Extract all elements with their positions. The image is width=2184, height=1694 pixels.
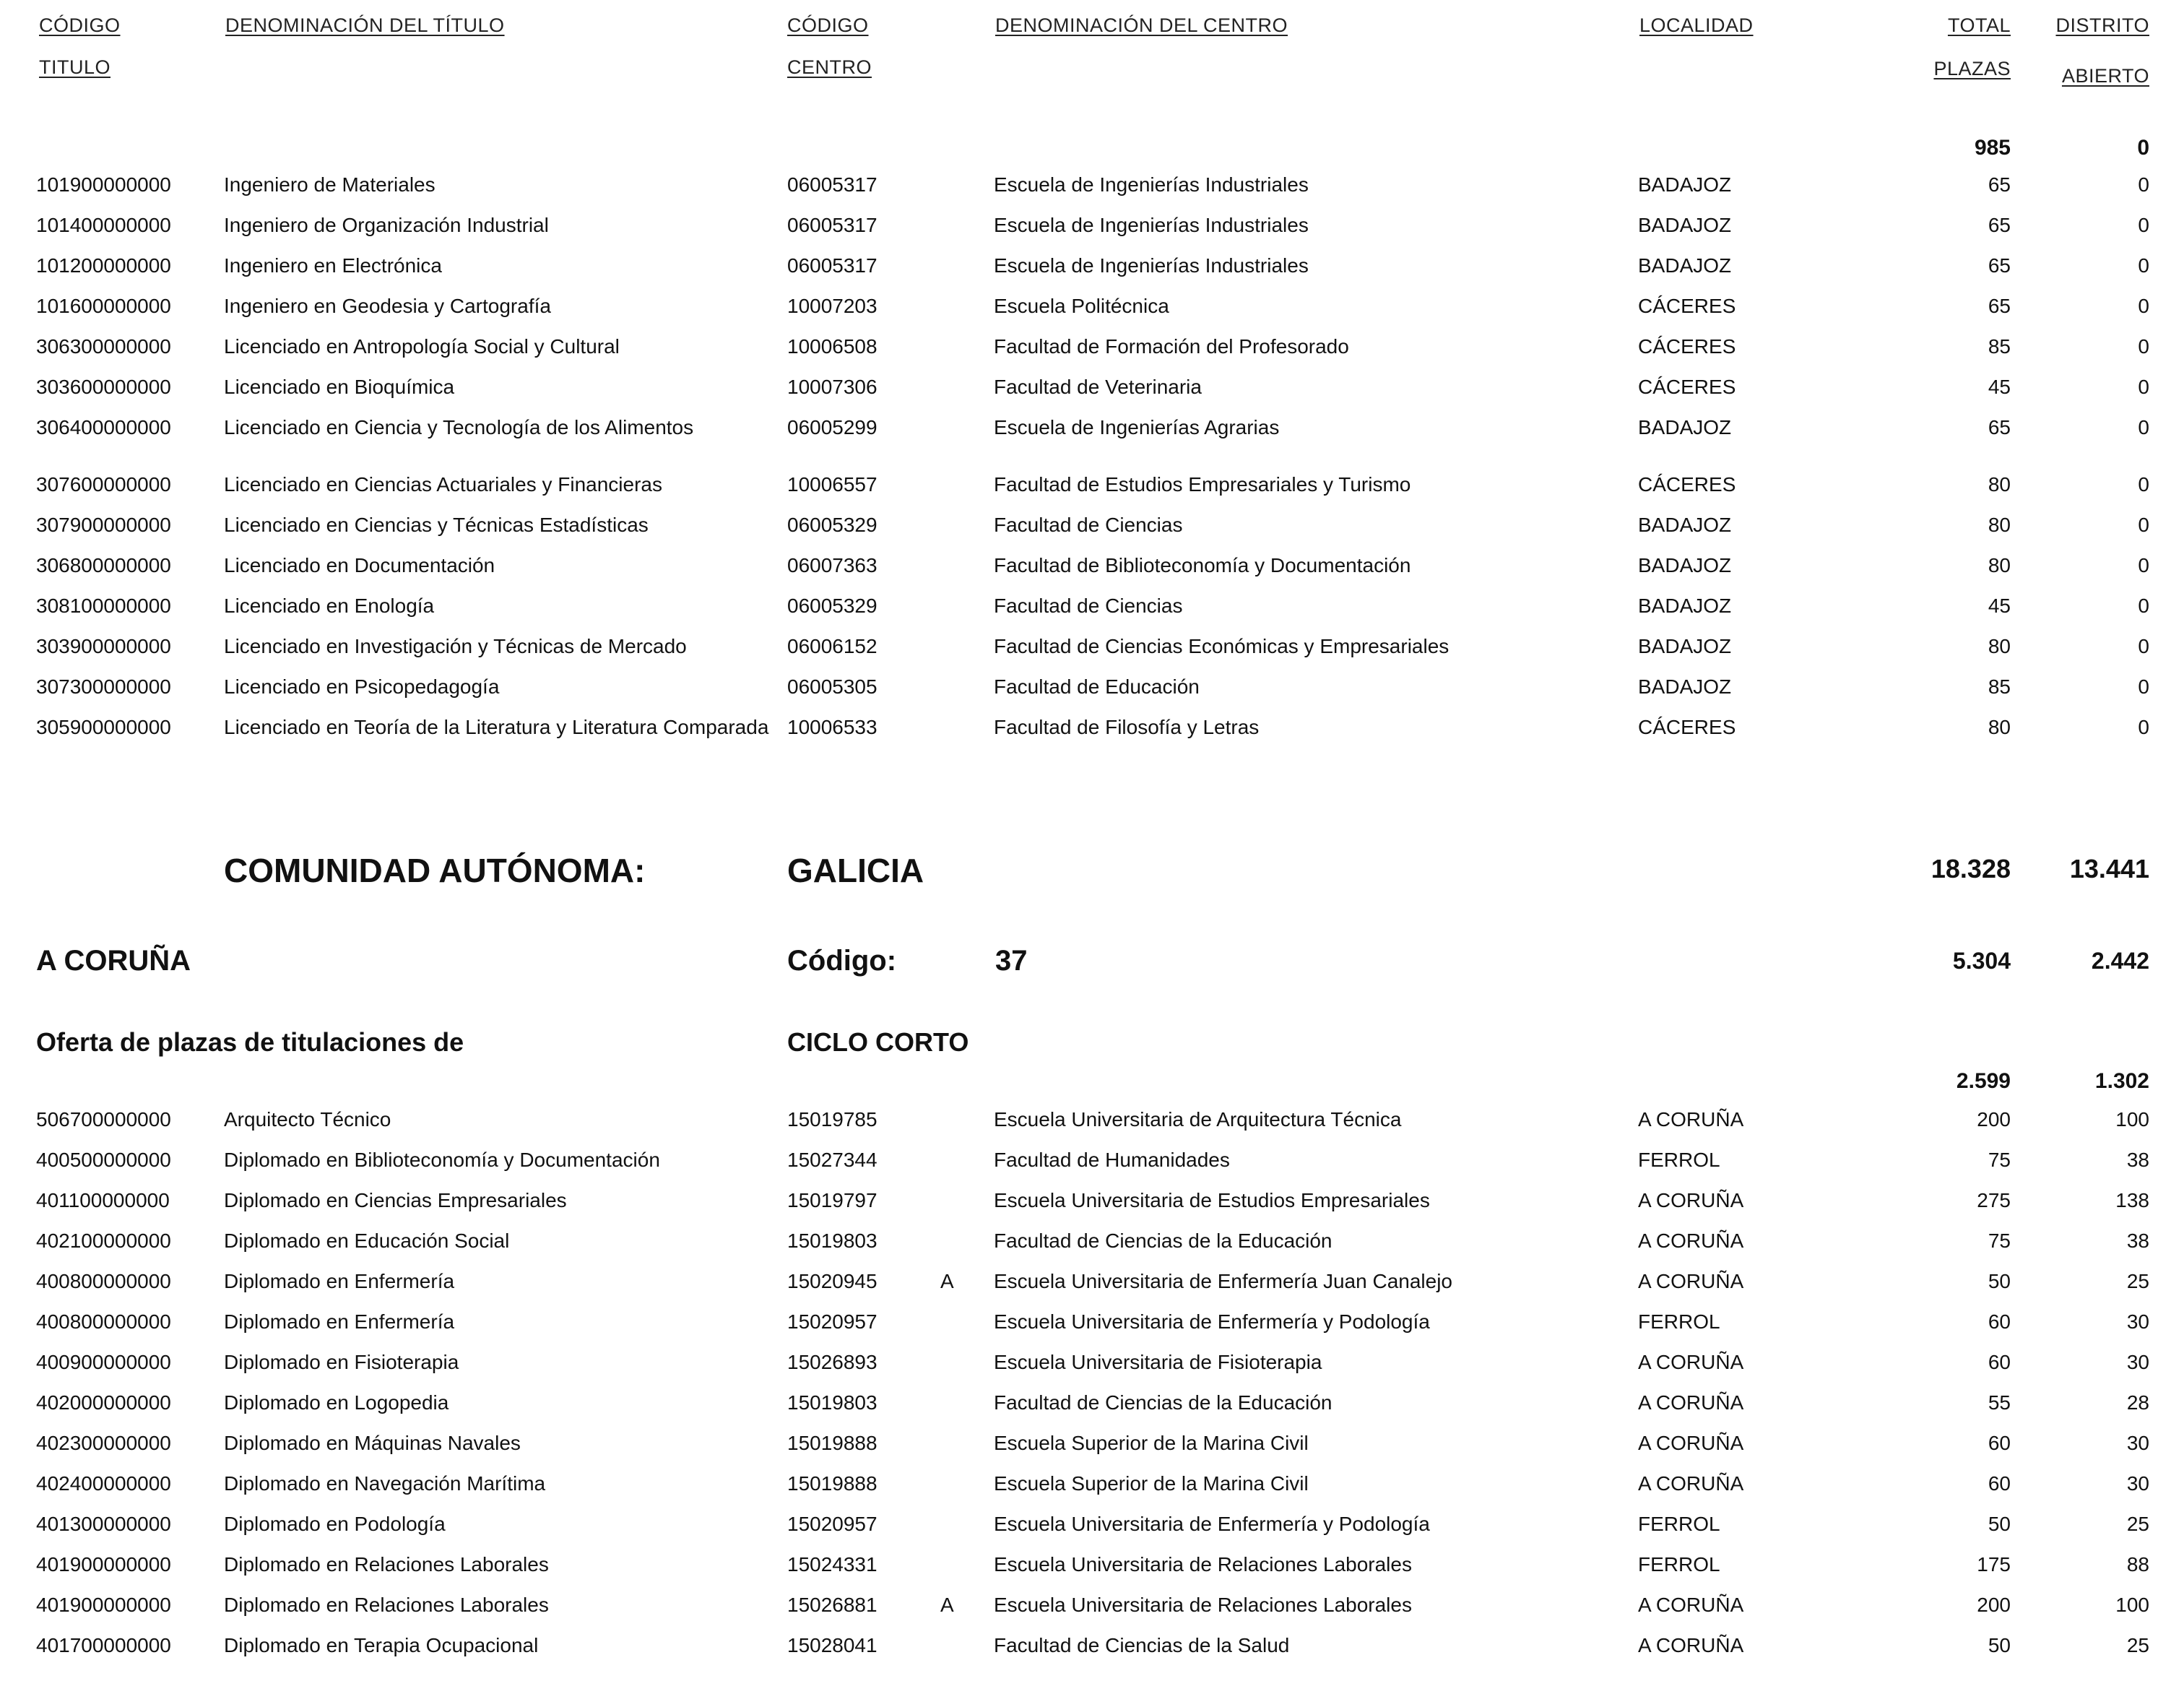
distrito-abierto: 100 (2115, 1108, 2149, 1131)
distrito-abierto: 88 (2126, 1553, 2149, 1576)
distrito-abierto: 0 (2138, 514, 2149, 536)
provincia-codigo-label: Código: (787, 945, 897, 977)
denominacion-centro: Facultad de Formación del Profesorado (994, 335, 1349, 358)
localidad: A CORUÑA (1638, 1270, 1744, 1292)
codigo-titulo: 303600000000 (36, 376, 171, 398)
oferta-ciclo: CICLO CORTO (787, 1027, 969, 1057)
codigo-titulo: 402100000000 (36, 1230, 171, 1252)
codigo-titulo: 401300000000 (36, 1513, 171, 1535)
denominacion-titulo: Licenciado en Psicopedagogía (224, 675, 500, 698)
distrito-abierto: 100 (2115, 1594, 2149, 1616)
codigo-centro: 10006533 (787, 716, 878, 738)
localidad: BADAJOZ (1638, 416, 1732, 438)
total-plazas: 85 (1988, 335, 2011, 358)
table-row (0, 254, 2184, 290)
denominacion-centro: Escuela Universitaria de Enfermería y Podología (994, 1310, 1430, 1333)
distrito-abierto: 0 (2138, 295, 2149, 317)
codigo-titulo: 401900000000 (36, 1594, 171, 1616)
total-plazas: 80 (1988, 635, 2011, 657)
total-plazas: 50 (1988, 1270, 2011, 1292)
localidad: CÁCERES (1638, 716, 1736, 738)
distrito-abierto: 30 (2126, 1310, 2149, 1333)
localidad: BADAJOZ (1638, 595, 1732, 617)
codigo-titulo: 307900000000 (36, 514, 171, 536)
localidad: BADAJOZ (1638, 173, 1732, 196)
table-row (0, 335, 2184, 371)
denominacion-centro: Escuela de Ingenierías Industriales (994, 214, 1309, 236)
denominacion-titulo: Arquitecto Técnico (224, 1108, 391, 1131)
total-plazas: 275 (1977, 1189, 2011, 1211)
distrito-abierto: 38 (2126, 1230, 2149, 1252)
denominacion-titulo: Diplomado en Fisioterapia (224, 1351, 459, 1373)
localidad: A CORUÑA (1638, 1189, 1744, 1211)
distrito-abierto: 0 (2138, 214, 2149, 236)
provincia-codigo-value: 37 (995, 945, 1028, 977)
table-row (0, 1391, 2184, 1427)
codigo-titulo: 303900000000 (36, 635, 171, 657)
localidad: BADAJOZ (1638, 635, 1732, 657)
denominacion-titulo: Diplomado en Relaciones Laborales (224, 1594, 549, 1616)
localidad: CÁCERES (1638, 376, 1736, 398)
denominacion-centro: Escuela Universitaria de Fisioterapia (994, 1351, 1322, 1373)
codigo-centro: 15027344 (787, 1149, 878, 1171)
denominacion-titulo: Licenciado en Ciencias y Técnicas Estadísticas (224, 514, 649, 536)
denominacion-centro: Escuela Universitaria de Enfermería Juan Canalejo (994, 1270, 1452, 1292)
distrito-abierto: 25 (2126, 1634, 2149, 1656)
denominacion-centro: Facultad de Ciencias de la Educación (994, 1391, 1332, 1414)
total-plazas: 80 (1988, 514, 2011, 536)
codigo-titulo: 400900000000 (36, 1351, 171, 1373)
comunidad-total-distrito: 13.441 (2069, 854, 2149, 883)
denominacion-titulo: Diplomado en Terapia Ocupacional (224, 1634, 539, 1656)
total-plazas: 60 (1988, 1472, 2011, 1495)
header-distrito-abierto: DISTRITO (2055, 14, 2149, 36)
provincia-name: A CORUÑA (36, 945, 191, 977)
codigo-centro: 15026881 (787, 1594, 878, 1616)
table-row (0, 1108, 2184, 1144)
table-row (0, 1553, 2184, 1589)
denominacion-titulo: Licenciado en Antropología Social y Cultural (224, 335, 620, 358)
codigo-centro: 15028041 (787, 1634, 878, 1656)
oferta-subtotal-plazas: 2.599 (1956, 1069, 2011, 1093)
distrito-abierto: 0 (2138, 675, 2149, 698)
codigo-titulo: 308100000000 (36, 595, 171, 617)
codigo-titulo: 101400000000 (36, 214, 171, 236)
denominacion-centro: Facultad de Veterinaria (994, 376, 1202, 398)
denominacion-centro: Facultad de Ciencias de la Educación (994, 1230, 1332, 1252)
total-plazas: 50 (1988, 1634, 2011, 1656)
header-codigo-centro-line2: CENTRO (787, 56, 872, 78)
total-plazas: 200 (1977, 1108, 2011, 1131)
table-row (0, 295, 2184, 331)
denominacion-titulo: Diplomado en Máquinas Navales (224, 1432, 521, 1454)
codigo-titulo: 402000000000 (36, 1391, 171, 1414)
codigo-titulo: 402300000000 (36, 1432, 171, 1454)
denominacion-centro: Escuela Politécnica (994, 295, 1169, 317)
total-plazas: 55 (1988, 1391, 2011, 1414)
table-row (0, 1270, 2184, 1306)
codigo-titulo: 400500000000 (36, 1149, 171, 1171)
table-row (0, 595, 2184, 631)
table-row (0, 214, 2184, 250)
oferta-subtotal-distrito: 1.302 (2094, 1069, 2149, 1093)
codigo-centro: 06005317 (787, 173, 878, 196)
oferta-label: Oferta de plazas de titulaciones de (36, 1027, 464, 1057)
denominacion-titulo: Diplomado en Podología (224, 1513, 446, 1535)
table-row (0, 1634, 2184, 1670)
localidad: FERROL (1638, 1553, 1720, 1576)
table-row (0, 1310, 2184, 1347)
provincia-total-distrito: 2.442 (2091, 948, 2149, 974)
codigo-titulo: 307300000000 (36, 675, 171, 698)
codigo-titulo: 306300000000 (36, 335, 171, 358)
denominacion-centro: Escuela Universitaria de Estudios Empresariales (994, 1189, 1430, 1211)
denominacion-centro: Facultad de Ciencias de la Salud (994, 1634, 1290, 1656)
denominacion-titulo: Diplomado en Logopedia (224, 1391, 449, 1414)
codigo-centro: 06005329 (787, 514, 878, 536)
flag-marker: A (940, 1270, 954, 1292)
codigo-centro: 15019797 (787, 1189, 878, 1211)
table-row (0, 1230, 2184, 1266)
distrito-abierto: 28 (2126, 1391, 2149, 1414)
codigo-centro: 15019785 (787, 1108, 878, 1131)
denominacion-centro: Escuela de Ingenierías Agrarias (994, 416, 1280, 438)
denominacion-titulo: Diplomado en Biblioteconomía y Documentación (224, 1149, 660, 1171)
codigo-titulo: 306800000000 (36, 554, 171, 576)
codigo-centro: 06005329 (787, 595, 878, 617)
codigo-titulo: 402400000000 (36, 1472, 171, 1495)
comunidad-total-plazas: 18.328 (1930, 854, 2011, 883)
denominacion-centro: Facultad de Biblioteconomía y Documentación (994, 554, 1411, 576)
total-plazas: 60 (1988, 1432, 2011, 1454)
distrito-abierto: 0 (2138, 173, 2149, 196)
localidad: BADAJOZ (1638, 214, 1732, 236)
codigo-centro: 15019888 (787, 1432, 878, 1454)
table-row (0, 514, 2184, 550)
localidad: FERROL (1638, 1513, 1720, 1535)
denominacion-titulo: Licenciado en Ciencia y Tecnología de los Alimentos (224, 416, 694, 438)
total-plazas: 50 (1988, 1513, 2011, 1535)
header-denominacion-centro: DENOMINACIÓN DEL CENTRO (995, 14, 1288, 36)
total-plazas: 65 (1988, 173, 2011, 196)
total-plazas: 75 (1988, 1230, 2011, 1252)
denominacion-titulo: Licenciado en Investigación y Técnicas de Mercado (224, 635, 687, 657)
localidad: FERROL (1638, 1310, 1720, 1333)
codigo-centro: 06007363 (787, 554, 878, 576)
table-row (0, 1594, 2184, 1630)
total-plazas: 45 (1988, 595, 2011, 617)
table-row (0, 554, 2184, 590)
denominacion-centro: Escuela de Ingenierías Industriales (994, 254, 1309, 277)
codigo-centro: 15020957 (787, 1310, 878, 1333)
codigo-centro: 15019803 (787, 1230, 878, 1252)
table-row (0, 376, 2184, 412)
codigo-centro: 06005317 (787, 214, 878, 236)
total-plazas: 60 (1988, 1310, 2011, 1333)
denominacion-titulo: Licenciado en Documentación (224, 554, 495, 576)
distrito-abierto: 0 (2138, 416, 2149, 438)
denominacion-titulo: Licenciado en Enología (224, 595, 435, 617)
localidad: FERROL (1638, 1149, 1720, 1171)
localidad: BADAJOZ (1638, 554, 1732, 576)
table-row (0, 635, 2184, 671)
codigo-centro: 15019803 (787, 1391, 878, 1414)
comunidad-name: GALICIA (787, 852, 924, 889)
total-plazas: 45 (1988, 376, 2011, 398)
codigo-centro: 15020957 (787, 1513, 878, 1535)
total-plazas: 200 (1977, 1594, 2011, 1616)
distrito-abierto: 0 (2138, 376, 2149, 398)
localidad: BADAJOZ (1638, 675, 1732, 698)
table-row (0, 1351, 2184, 1387)
header-codigo-titulo-line2: TITULO (39, 56, 111, 78)
denominacion-centro: Facultad de Estudios Empresariales y Turismo (994, 473, 1411, 496)
denominacion-centro: Escuela Superior de la Marina Civil (994, 1472, 1309, 1495)
header-codigo-titulo: CÓDIGO (39, 14, 121, 36)
total-plazas: 65 (1988, 254, 2011, 277)
total-plazas: 65 (1988, 416, 2011, 438)
denominacion-centro: Escuela Universitaria de Relaciones Laborales (994, 1594, 1412, 1616)
header-denominacion-titulo: DENOMINACIÓN DEL TÍTULO (225, 14, 505, 36)
denominacion-titulo: Ingeniero de Organización Industrial (224, 214, 549, 236)
distrito-abierto: 0 (2138, 554, 2149, 576)
codigo-titulo: 401900000000 (36, 1553, 171, 1576)
table-row (0, 1432, 2184, 1468)
denominacion-centro: Facultad de Ciencias Económicas y Empresariales (994, 635, 1450, 657)
codigo-titulo: 400800000000 (36, 1270, 171, 1292)
distrito-abierto: 30 (2126, 1472, 2149, 1495)
total-plazas: 175 (1977, 1553, 2011, 1576)
localidad: CÁCERES (1638, 473, 1736, 496)
table-row (0, 473, 2184, 509)
codigo-centro: 10007306 (787, 376, 878, 398)
denominacion-titulo: Diplomado en Navegación Marítima (224, 1472, 546, 1495)
distrito-abierto: 38 (2126, 1149, 2149, 1171)
codigo-centro: 10007203 (787, 295, 878, 317)
codigo-titulo: 306400000000 (36, 416, 171, 438)
codigo-centro: 06006152 (787, 635, 878, 657)
denominacion-centro: Facultad de Filosofía y Letras (994, 716, 1260, 738)
codigo-titulo: 101600000000 (36, 295, 171, 317)
denominacion-titulo: Ingeniero en Geodesia y Cartografía (224, 295, 551, 317)
total-plazas: 60 (1988, 1351, 2011, 1373)
flag-marker: A (940, 1594, 954, 1616)
section1-subtotal-distrito: 0 (2137, 136, 2149, 160)
table-row (0, 173, 2184, 209)
denominacion-centro: Escuela de Ingenierías Industriales (994, 173, 1309, 196)
codigo-titulo: 506700000000 (36, 1108, 171, 1131)
denominacion-titulo: Licenciado en Ciencias Actuariales y Financieras (224, 473, 662, 496)
denominacion-titulo: Diplomado en Enfermería (224, 1270, 455, 1292)
codigo-titulo: 101200000000 (36, 254, 171, 277)
total-plazas: 75 (1988, 1149, 2011, 1171)
denominacion-centro: Escuela Universitaria de Enfermería y Podología (994, 1513, 1430, 1535)
codigo-titulo: 401100000000 (36, 1189, 170, 1211)
total-plazas: 65 (1988, 214, 2011, 236)
localidad: A CORUÑA (1638, 1432, 1744, 1454)
codigo-centro: 06005305 (787, 675, 878, 698)
denominacion-titulo: Licenciado en Teoría de la Literatura y Literatura Comparada (224, 716, 769, 738)
localidad: CÁCERES (1638, 335, 1736, 358)
codigo-titulo: 307600000000 (36, 473, 171, 496)
codigo-centro: 06005299 (787, 416, 878, 438)
table-row (0, 675, 2184, 712)
provincia-total-plazas: 5.304 (1952, 948, 2011, 974)
codigo-centro: 06005317 (787, 254, 878, 277)
header-total-plazas: TOTAL (1947, 14, 2011, 36)
localidad: A CORUÑA (1638, 1594, 1744, 1616)
codigo-titulo: 400800000000 (36, 1310, 171, 1333)
denominacion-titulo: Diplomado en Enfermería (224, 1310, 455, 1333)
codigo-centro: 15026893 (787, 1351, 878, 1373)
distrito-abierto: 0 (2138, 473, 2149, 496)
table-row (0, 1149, 2184, 1185)
localidad: A CORUÑA (1638, 1230, 1744, 1252)
distrito-abierto: 30 (2126, 1432, 2149, 1454)
header-distrito-abierto-line2: ABIERTO (2061, 65, 2149, 87)
total-plazas: 65 (1988, 295, 2011, 317)
table-row (0, 1189, 2184, 1225)
localidad: CÁCERES (1638, 295, 1736, 317)
table-row (0, 1472, 2184, 1508)
denominacion-centro: Facultad de Ciencias (994, 595, 1183, 617)
distrito-abierto: 0 (2138, 635, 2149, 657)
denominacion-centro: Facultad de Humanidades (994, 1149, 1230, 1171)
denominacion-titulo: Licenciado en Bioquímica (224, 376, 455, 398)
total-plazas: 80 (1988, 554, 2011, 576)
denominacion-centro: Facultad de Educación (994, 675, 1200, 698)
distrito-abierto: 30 (2126, 1351, 2149, 1373)
header-total-plazas-line2: PLAZAS (1933, 58, 2011, 79)
codigo-titulo: 305900000000 (36, 716, 171, 738)
total-plazas: 80 (1988, 473, 2011, 496)
localidad: BADAJOZ (1638, 254, 1732, 277)
localidad: A CORUÑA (1638, 1351, 1744, 1373)
localidad: A CORUÑA (1638, 1634, 1744, 1656)
codigo-titulo: 401700000000 (36, 1634, 171, 1656)
header-localidad: LOCALIDAD (1639, 14, 1754, 36)
distrito-abierto: 25 (2126, 1513, 2149, 1535)
distrito-abierto: 0 (2138, 254, 2149, 277)
total-plazas: 85 (1988, 675, 2011, 698)
localidad: A CORUÑA (1638, 1108, 1744, 1131)
codigo-centro: 10006557 (787, 473, 878, 496)
localidad: A CORUÑA (1638, 1472, 1744, 1495)
distrito-abierto: 25 (2126, 1270, 2149, 1292)
distrito-abierto: 0 (2138, 595, 2149, 617)
codigo-centro: 10006508 (787, 335, 878, 358)
table-row (0, 416, 2184, 452)
distrito-abierto: 138 (2115, 1189, 2149, 1211)
distrito-abierto: 0 (2138, 716, 2149, 738)
localidad: A CORUÑA (1638, 1391, 1744, 1414)
denominacion-titulo: Diplomado en Educación Social (224, 1230, 510, 1252)
localidad: BADAJOZ (1638, 514, 1732, 536)
denominacion-centro: Escuela Universitaria de Arquitectura Técnica (994, 1108, 1402, 1131)
codigo-centro: 15019888 (787, 1472, 878, 1495)
denominacion-titulo: Ingeniero en Electrónica (224, 254, 442, 277)
codigo-centro: 15024331 (787, 1553, 878, 1576)
denominacion-centro: Escuela Universitaria de Relaciones Laborales (994, 1553, 1412, 1576)
table-row (0, 716, 2184, 752)
distrito-abierto: 0 (2138, 335, 2149, 358)
codigo-titulo: 101900000000 (36, 173, 171, 196)
header-codigo-centro: CÓDIGO (787, 14, 869, 36)
denominacion-titulo: Diplomado en Relaciones Laborales (224, 1553, 549, 1576)
codigo-centro: 15020945 (787, 1270, 878, 1292)
section1-subtotal-plazas: 985 (1974, 136, 2011, 160)
total-plazas: 80 (1988, 716, 2011, 738)
table-row (0, 1513, 2184, 1549)
denominacion-centro: Facultad de Ciencias (994, 514, 1183, 536)
denominacion-titulo: Ingeniero de Materiales (224, 173, 436, 196)
denominacion-titulo: Diplomado en Ciencias Empresariales (224, 1189, 567, 1211)
comunidad-label: COMUNIDAD AUTÓNOMA: (224, 852, 646, 889)
denominacion-centro: Escuela Superior de la Marina Civil (994, 1432, 1309, 1454)
